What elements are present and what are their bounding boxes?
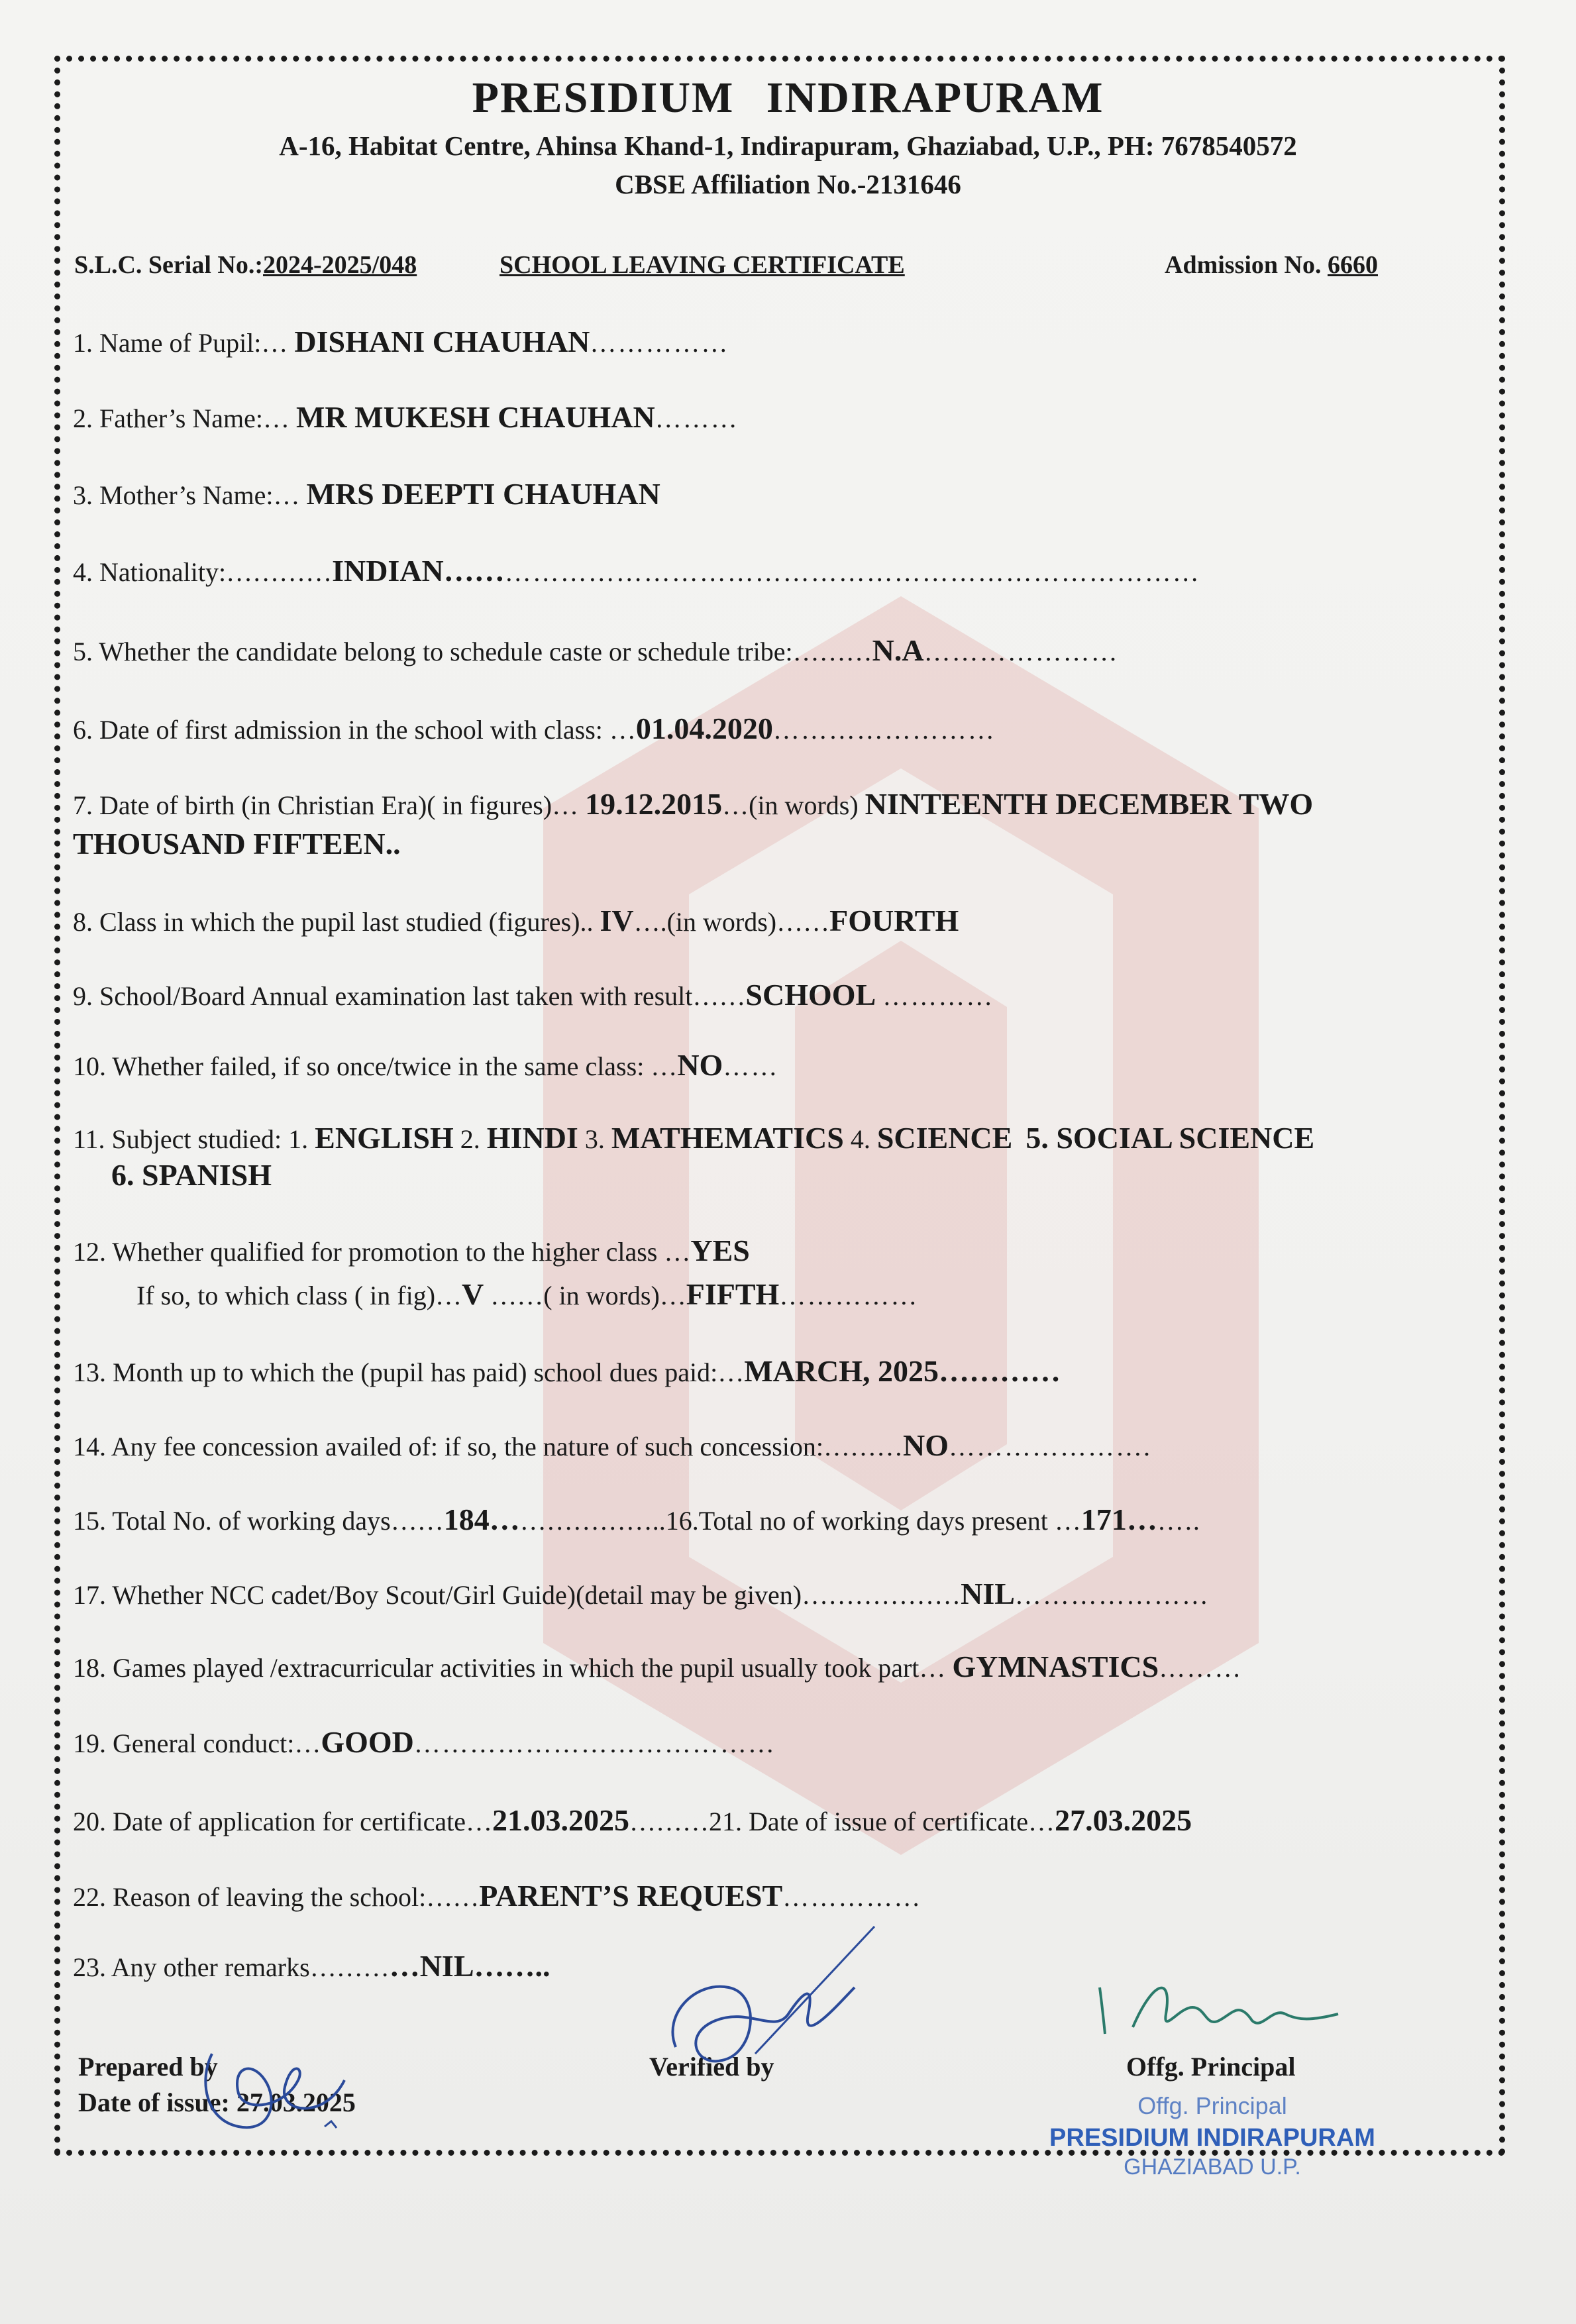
field-pupil-name — [73, 325, 729, 360]
field-dots: …………………… — [772, 715, 996, 745]
promotion-class-figures: V — [462, 1277, 484, 1311]
subject-4: SCIENCE — [876, 1121, 1013, 1155]
caste-value: N.A — [872, 633, 924, 667]
field-application-date — [73, 1803, 1192, 1839]
field-last-class — [73, 904, 959, 939]
serial-value: 2024-2025/048 — [263, 251, 417, 279]
field-fee-concession — [73, 1428, 1151, 1464]
field-working-days — [73, 1503, 1201, 1538]
admission-label: Admission No. — [1165, 251, 1322, 279]
field-label: 20. Date of application for certificate… — [73, 1807, 493, 1836]
stamp-principal: Offg. Principal — [1137, 2092, 1287, 2119]
dob-figures: 19.12.2015 — [585, 787, 723, 821]
ncc-value: NIL — [961, 1577, 1015, 1611]
field-promotion-class — [136, 1277, 918, 1313]
field-label: 7. Date of birth (in Christian Era)( in figures)… — [73, 790, 579, 820]
field-dots: …………… — [782, 1882, 922, 1912]
promotion-class-words: FIFTH — [686, 1277, 780, 1311]
field-dots: ………………… — [923, 637, 1119, 666]
field-ncc — [73, 1577, 1210, 1612]
field-nationality — [73, 554, 1200, 590]
field-label: 12. Whether qualified for promotion to the higher class … — [73, 1237, 691, 1267]
field-label: 4. Nationality:………… — [73, 557, 333, 587]
field-label: 18. Games played /extracurricular activities in which the pupil usually took part… — [73, 1653, 946, 1683]
conduct-value: GOOD — [321, 1725, 414, 1759]
date-of-issue-label: Date of issue: — [78, 2087, 230, 2117]
games-value: GYMNASTICS — [952, 1650, 1159, 1683]
subject-5: 5. SOCIAL SCIENCE — [1025, 1121, 1315, 1155]
field-label: 11. Subject studied: 1. — [73, 1124, 309, 1154]
principal-signature — [1093, 1968, 1358, 2047]
field-label: 19. General conduct:… — [73, 1728, 321, 1758]
serial-label: S.L.C. Serial No.: — [74, 251, 263, 279]
field-label: 2. Father’s Name:… — [73, 403, 289, 433]
school-address: A-16, Habitat Centre, Ahinsa Khand-1, Indirapuram, Ghaziabad, U.P., PH: 7678540572 — [279, 131, 1297, 161]
field-conduct — [73, 1725, 776, 1761]
dob-words: NINTEENTH DECEMBER TWO — [865, 787, 1314, 821]
promotion-value: YES — [690, 1234, 750, 1267]
field-dots: ……… — [1159, 1653, 1243, 1683]
field-label: ….(in words)…… — [633, 907, 830, 937]
nationality-value: INDIAN…… — [332, 554, 505, 588]
field-exam — [73, 978, 994, 1014]
field-label: If so, to which class ( in fig)… — [136, 1281, 462, 1310]
field-promotion — [73, 1234, 750, 1269]
field-admission-date — [73, 712, 996, 747]
field-subjects-cont — [111, 1158, 272, 1194]
stamp-school-name: PRESIDIUM INDIRAPURAM — [1049, 2124, 1375, 2152]
field-label: 13. Month up to which the (pupil has paid) school dues paid:… — [73, 1357, 745, 1387]
field-dots: …………… — [590, 328, 729, 358]
field-leaving-reason — [73, 1879, 921, 1915]
field-label: 5. Whether the candidate belong to schedule caste or schedule tribe:……… — [73, 637, 872, 666]
field-dues-paid — [73, 1354, 1061, 1390]
field-dots: ………………… — [1014, 1580, 1210, 1610]
field-subjects — [73, 1121, 1314, 1157]
field-remarks — [73, 1949, 551, 1985]
field-father-name — [73, 400, 739, 436]
father-name-value: MR MUKESH CHAUHAN — [295, 400, 655, 434]
field-label: 8. Class in which the pupil last studied (figures).. — [73, 907, 594, 937]
field-label: 15. Total No. of working days…… — [73, 1506, 444, 1536]
field-label: 22. Reason of leaving the school:…… — [73, 1882, 480, 1912]
verified-by-label: Verified by — [649, 2052, 774, 2082]
certificate-title: SCHOOL LEAVING CERTIFICATE — [499, 251, 905, 279]
mother-name-value: MRS DEEPTI CHAUHAN — [306, 477, 660, 511]
failed-value: NO — [677, 1048, 723, 1082]
admission-date-value: 01.04.2020 — [635, 712, 773, 745]
prepared-by-signature — [192, 2040, 364, 2140]
field-label: 1. Name of Pupil:… — [73, 328, 288, 358]
school-name: PRESIDIUM INDIRAPURAM — [472, 74, 1104, 122]
field-label: 14. Any fee concession availed of: if so, the nature of such concession:……… — [73, 1432, 904, 1461]
verified-by-signature — [656, 1921, 894, 2080]
field-dots: …………… — [779, 1281, 919, 1310]
application-date-value: 21.03.2025 — [492, 1803, 630, 1837]
last-class-figures: IV — [600, 904, 634, 937]
subject-6: 6. SPANISH — [111, 1158, 272, 1192]
field-dots: ……… — [655, 403, 739, 433]
field-label: 9. School/Board Annual examination last taken with result…… — [73, 981, 746, 1011]
dues-paid-value: MARCH, 2025………… — [744, 1354, 1061, 1388]
field-label: 10. Whether failed, if so once/twice in the same class: … — [73, 1051, 678, 1081]
field-label: 4. — [850, 1124, 870, 1154]
field-dots: ….. — [1157, 1506, 1201, 1536]
field-date-of-birth-cont — [73, 827, 401, 863]
field-label: ……………..16.Total no of working days present … — [519, 1506, 1081, 1536]
field-dots: ………………………………………………………………… — [504, 557, 1200, 587]
serial-number — [74, 250, 417, 280]
field-label: ………21. Date of issue of certificate… — [629, 1807, 1055, 1836]
dotted-border — [54, 56, 1505, 2156]
field-label: …(in words) — [722, 790, 859, 820]
admission-value: 6660 — [1328, 251, 1378, 279]
field-mother-name — [73, 477, 660, 513]
field-label: 6. Date of first admission in the school with class: … — [73, 715, 636, 745]
working-days-value: 184… — [443, 1503, 520, 1536]
field-label: 3. — [584, 1124, 605, 1154]
field-label: 17. Whether NCC cadet/Boy Scout/Girl Guide)(detail may be given)……………… — [73, 1580, 961, 1610]
field-failed — [73, 1048, 778, 1084]
field-dots: ………………………………… — [413, 1728, 776, 1758]
exam-value: SCHOOL — [745, 978, 876, 1012]
field-caste — [73, 633, 1119, 669]
field-label: 3. Mother’s Name:… — [73, 480, 300, 510]
date-of-issue-value: 27.03.2025 — [236, 2087, 356, 2117]
affiliation-number: CBSE Affiliation No.-2131646 — [615, 169, 961, 199]
remarks-value: …NIL…….. — [389, 1949, 551, 1983]
field-dots: ………… — [882, 981, 994, 1011]
principal-label: Offg. Principal — [1126, 2052, 1296, 2082]
days-present-value: 171… — [1080, 1503, 1157, 1536]
field-label: ……( in words)… — [490, 1281, 686, 1310]
last-class-words: FOURTH — [829, 904, 959, 937]
leaving-reason-value: PARENT’S REQUEST — [479, 1879, 783, 1913]
subject-1: ENGLISH — [315, 1121, 454, 1155]
field-label: 23. Any other remarks……… — [73, 1952, 390, 1982]
dob-words-cont: THOUSAND FIFTEEN.. — [73, 827, 401, 861]
prepared-by-label: Prepared by — [78, 2052, 218, 2082]
subject-3: MATHEMATICS — [611, 1121, 844, 1155]
subject-2: HINDI — [486, 1121, 578, 1155]
field-dots: …………………. — [949, 1432, 1152, 1461]
issue-date-value: 27.03.2025 — [1055, 1803, 1192, 1837]
field-date-of-birth — [73, 787, 1313, 823]
fee-concession-value: NO — [903, 1428, 949, 1462]
field-label: 2. — [460, 1124, 480, 1154]
admission-number — [1165, 250, 1378, 280]
field-games — [73, 1650, 1242, 1685]
field-dots: …… — [723, 1051, 779, 1081]
stamp-city: GHAZIABAD U.P. — [1124, 2154, 1301, 2180]
pupil-name-value: DISHANI CHAUHAN — [294, 325, 590, 358]
